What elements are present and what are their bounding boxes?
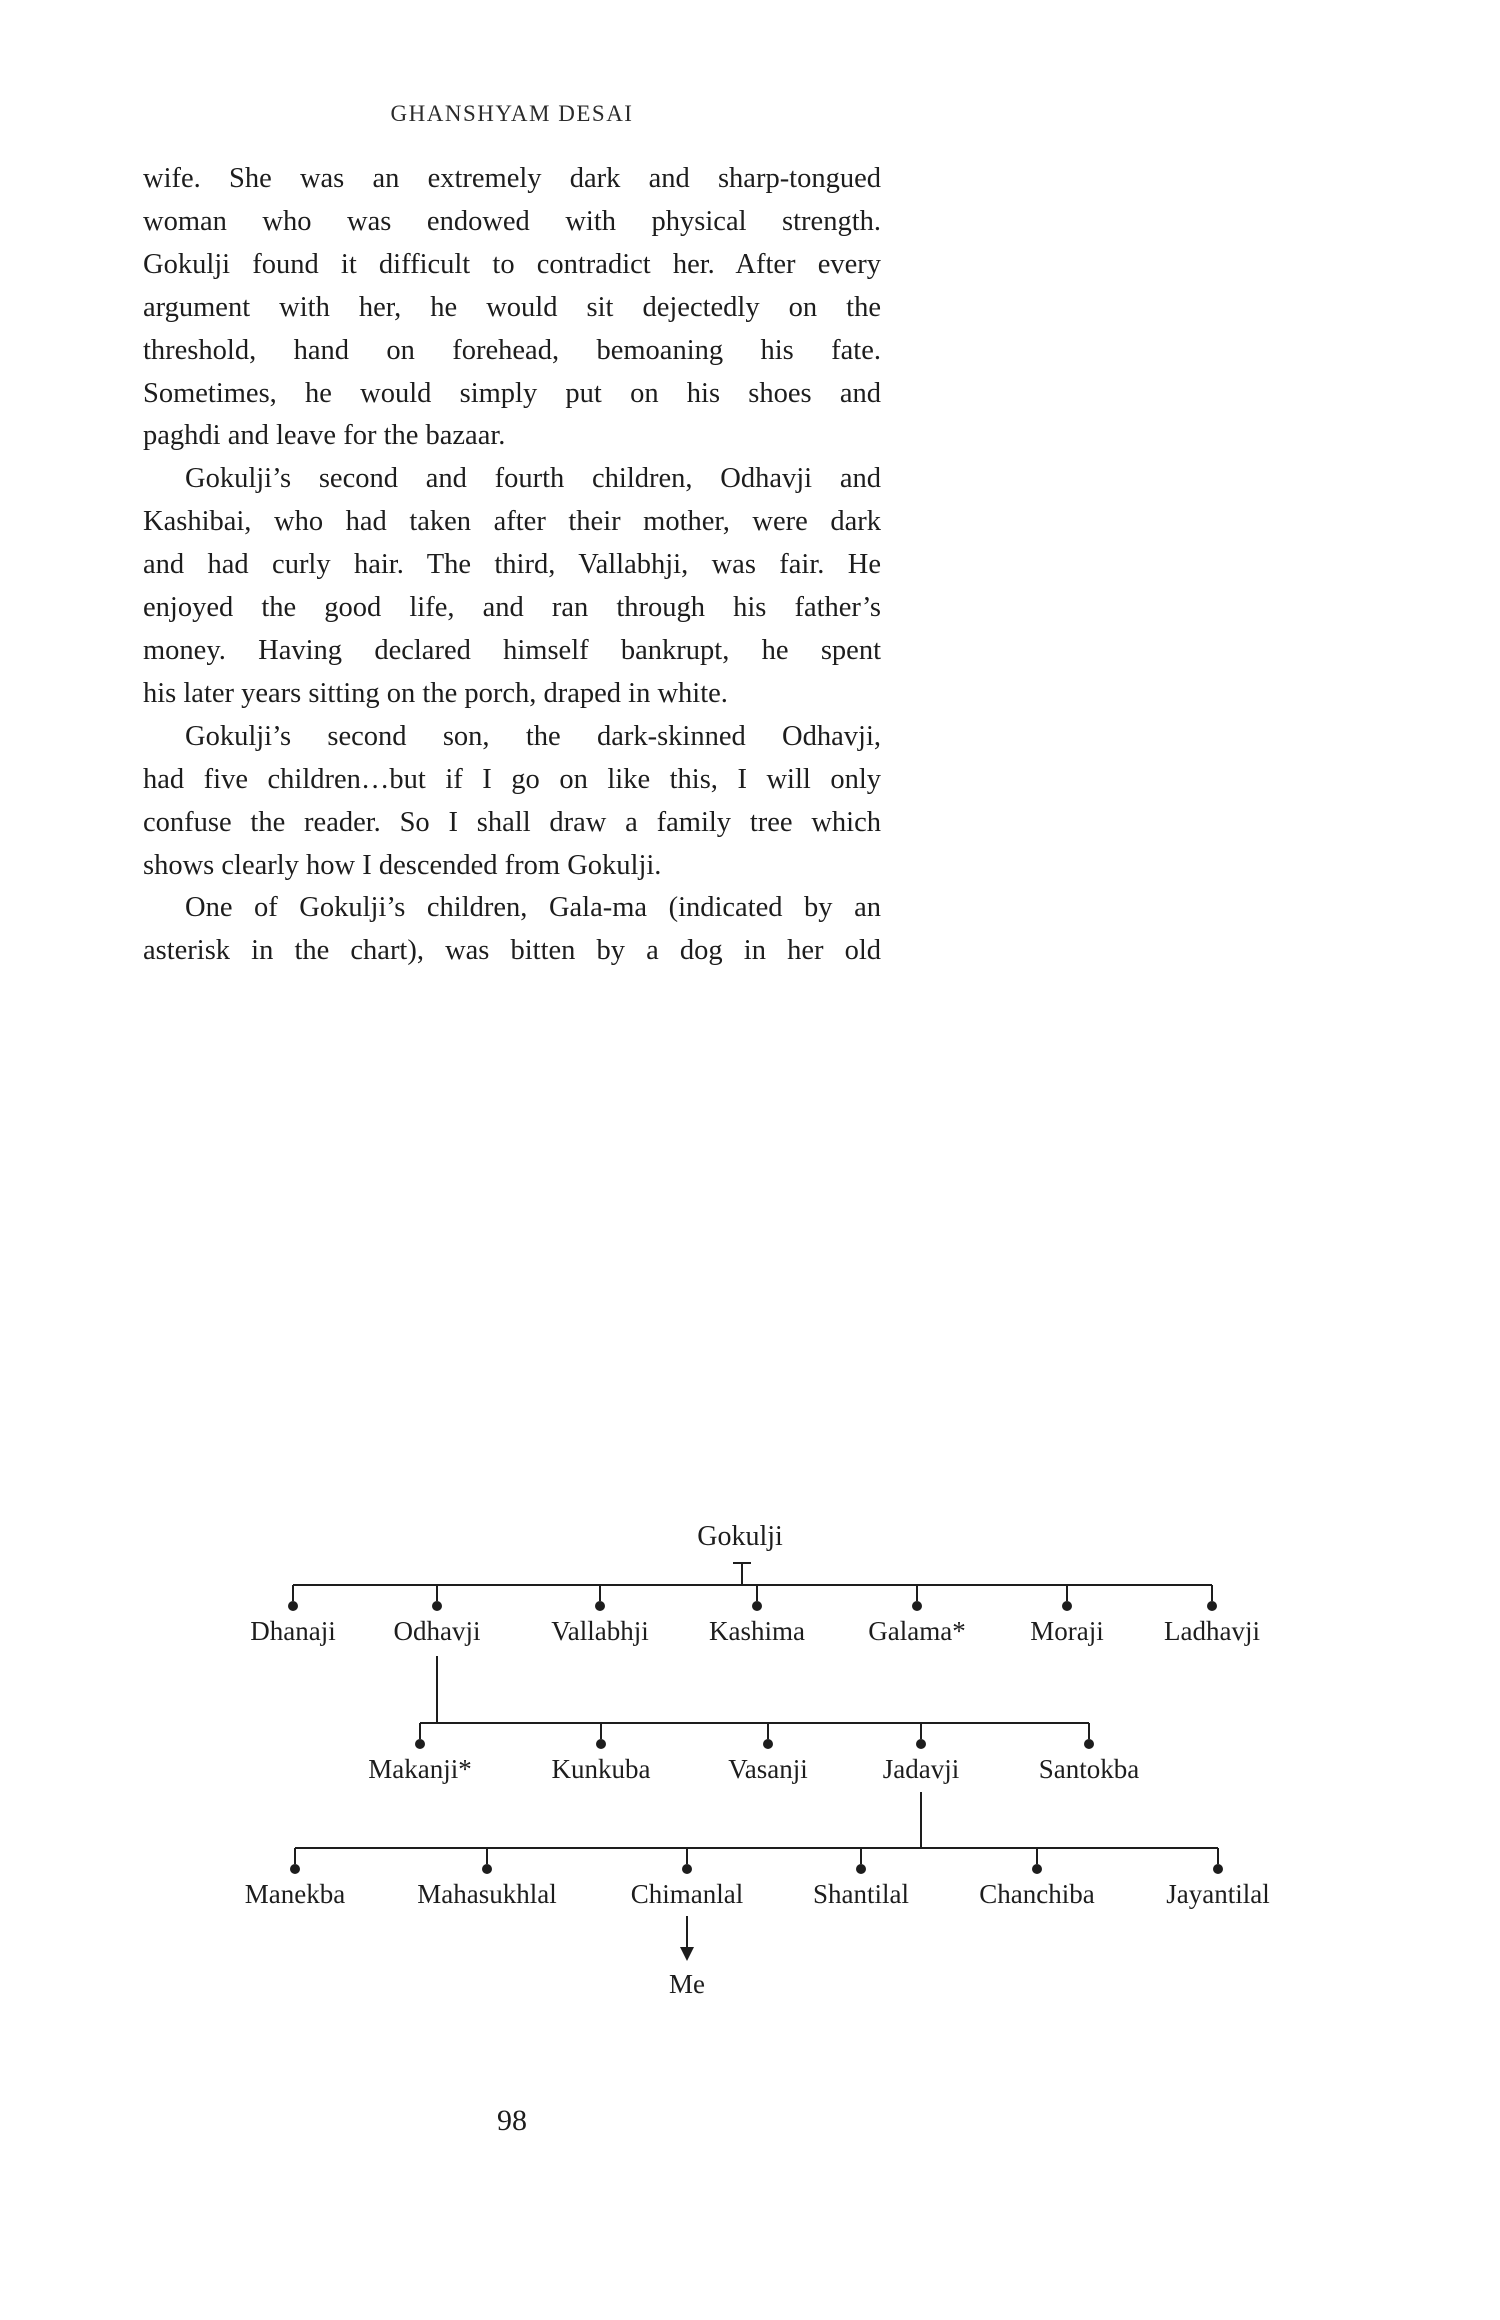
body-line: asterisk in the chart), was bitten by a dog in her old	[143, 935, 881, 967]
body-line: threshold, hand on forehead, bemoaning his fate.	[143, 334, 881, 366]
tree-label-shantilal: Shantilal	[813, 1879, 909, 1909]
tree-generation-3	[368, 1754, 1139, 1784]
family-tree-diagram	[0, 1490, 1500, 2010]
tree-label-chimanlal: Chimanlal	[630, 1879, 744, 1909]
tree-label-jayantilal: Jayantilal	[1166, 1879, 1270, 1909]
tree-label-me: Me	[669, 1969, 705, 1999]
page-number: 98	[497, 2104, 527, 2137]
body-line: One of Gokulji’s children, Gala-ma (indicated by an	[185, 892, 881, 924]
tree-label-dhanaji: Dhanaji	[250, 1616, 336, 1646]
tree-label-gokulji: Gokulji	[697, 1521, 783, 1552]
body-line: Gokulji found it difficult to contradict her. After every	[143, 248, 881, 280]
body-line: Kashibai, who had taken after their mother, were dark	[143, 506, 881, 538]
descends-arrow-icon	[680, 1916, 694, 1961]
body-line: his later years sitting on the porch, draped in white.	[143, 677, 728, 709]
body-line: enjoyed the good life, and ran through his father’s	[143, 592, 881, 624]
tree-label-santokba: Santokba	[1038, 1754, 1140, 1784]
body-line: Gokulji’s second and fourth children, Odhavji and	[185, 463, 881, 495]
tree-generation-2	[250, 1616, 1260, 1646]
body-line: Gokulji’s second son, the dark-skinned Odhavji,	[185, 720, 881, 752]
tree-label-chanchiba: Chanchiba	[979, 1879, 1095, 1909]
tree-label-kunkuba: Kunkuba	[551, 1754, 651, 1784]
running-header: GHANSHYAM DESAI	[390, 101, 634, 126]
tree-label-galama: Galama*	[868, 1616, 966, 1646]
tree-label-mahasukhlal: Mahasukhlal	[417, 1879, 557, 1909]
body-line: money. Having declared himself bankrupt, he spent	[143, 634, 881, 666]
tree-label-vallabhji: Vallabhji	[551, 1616, 649, 1646]
body-line: shows clearly how I descended from Gokulji.	[143, 849, 662, 881]
body-line: woman who was endowed with physical strength.	[143, 205, 881, 237]
body-line: argument with her, he would sit dejectedly on the	[143, 291, 881, 323]
tree-label-ladhavji: Ladhavji	[1164, 1616, 1260, 1646]
body-line: had five children…but if I go on like this, I will only	[143, 763, 881, 795]
body-line: confuse the reader. So I shall draw a family tree which	[143, 806, 881, 838]
tree-label-moraji: Moraji	[1030, 1616, 1104, 1646]
tree-label-odhavji: Odhavji	[393, 1616, 481, 1646]
tree-label-vasanji: Vasanji	[728, 1754, 808, 1784]
tree-label-manekba: Manekba	[244, 1879, 346, 1909]
tree-label-makanji: Makanji*	[368, 1754, 472, 1784]
page-body	[143, 158, 881, 973]
tree-label-kashima: Kashima	[709, 1616, 805, 1646]
body-line: and had curly hair. The third, Vallabhji, was fair. He	[143, 549, 881, 581]
body-line: paghdi and leave for the bazaar.	[143, 420, 506, 452]
tree-label-jadavji: Jadavji	[882, 1754, 960, 1784]
body-line: wife. She was an extremely dark and sharp-tongued	[143, 163, 881, 194]
body-line: Sometimes, he would simply put on his shoes and	[143, 377, 881, 409]
tree-generation-4	[245, 1879, 1270, 1909]
